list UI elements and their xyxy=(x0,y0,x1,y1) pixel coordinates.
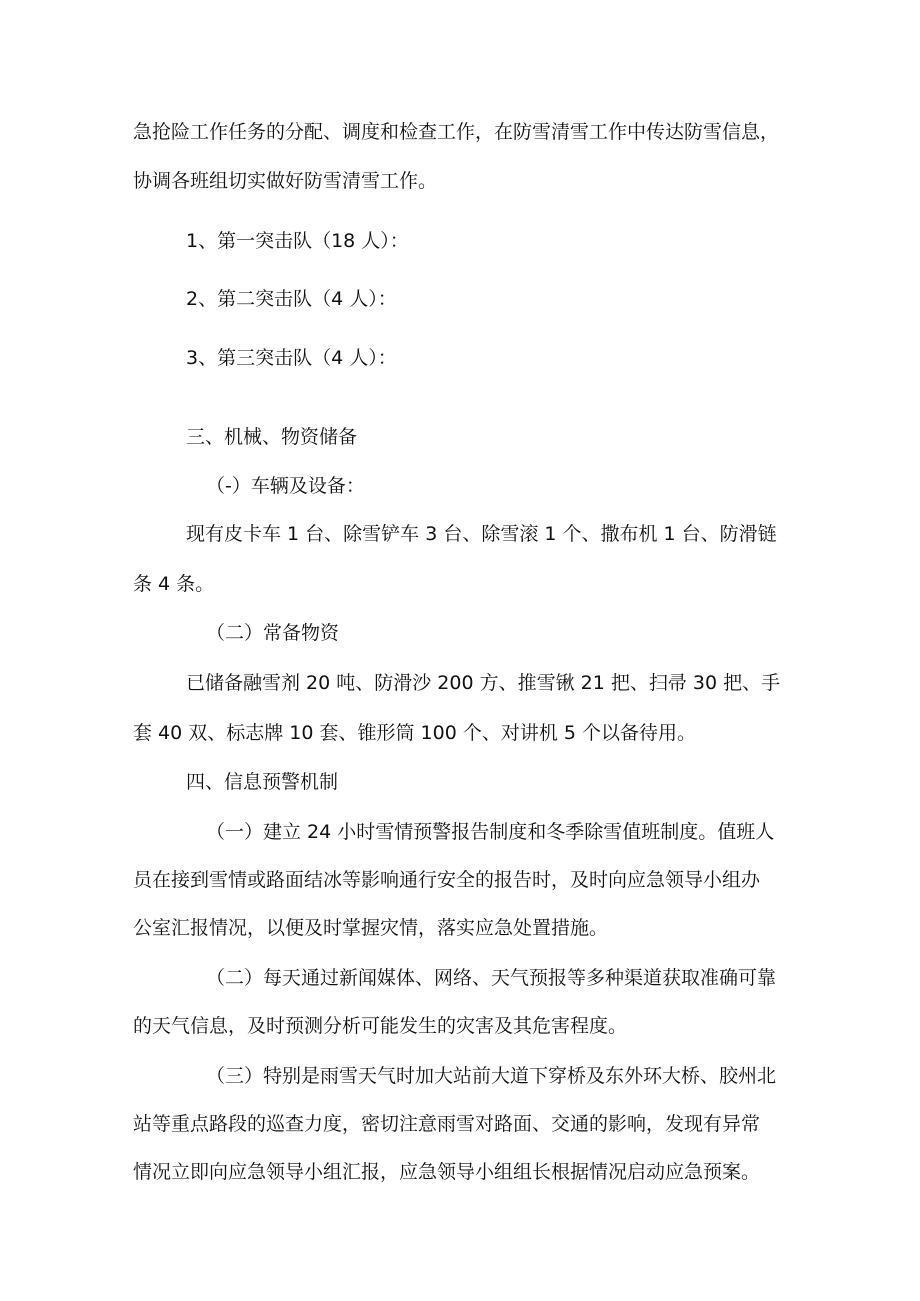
paragraph-line: 公室汇报情况，以便及时掌握灾情，落实应急处置措施。 xyxy=(133,917,609,939)
paragraph-line: （一）建立 24 小时雪情预警报告制度和冬季除雪值班制度。值班人 xyxy=(206,821,775,843)
list-item-second-team: 2、第二突击队（4 人）： xyxy=(186,288,397,310)
paragraph-line: 条 4 条。 xyxy=(133,573,215,595)
subheading-supplies: （二）常备物资 xyxy=(206,622,340,644)
paragraph-line: 站等重点路段的巡查力度，密切注意雨雪对路面、交通的影响，发现有异常 xyxy=(133,1113,761,1135)
paragraph-line: 情况立即向应急领导小组汇报，应急领导小组组长根据情况启动应急预案。 xyxy=(133,1161,761,1183)
list-item-third-team: 3、第三突击队（4 人）： xyxy=(186,347,397,369)
list-item-first-team: 1、第一突击队（18 人）： xyxy=(186,230,409,252)
paragraph-line: 套 40 双、标志牌 10 套、锥形筒 100 个、对讲机 5 个以备待用。 xyxy=(133,722,697,744)
paragraph-line: 协调各班组切实做好防雪清雪工作。 xyxy=(133,170,438,192)
paragraph-line: 的天气信息，及时预测分析可能发生的灾害及其危害程度。 xyxy=(133,1015,628,1037)
paragraph-line: （三）特别是雨雪天气时加大站前大道下穿桥及东外环大桥、胶州北 xyxy=(206,1065,777,1087)
section-heading-warning: 四、信息预警机制 xyxy=(186,771,339,793)
paragraph-line: 现有皮卡车 1 台、除雪铲车 3 台、除雪滚 1 个、撒布机 1 台、防滑链 xyxy=(186,523,777,545)
paragraph-line: 员在接到雪情或路面结冰等影响通行安全的报告时，及时向应急领导小组办 xyxy=(133,869,761,891)
paragraph-line: 已储备融雪剂 20 吨、防滑沙 200 方、推雪锹 21 把、扫帚 30 把、手 xyxy=(186,672,781,694)
paragraph-line: 急抢险工作任务的分配、调度和检查工作，在防雪清雪工作中传达防雪信息， xyxy=(133,121,780,143)
paragraph-line: （二）每天通过新闻媒体、网络、天气预报等多种渠道获取准确可靠 xyxy=(206,967,777,989)
section-heading-equipment: 三、机械、物资储备 xyxy=(186,426,358,448)
subheading-vehicles: （-）车辆及设备： xyxy=(206,475,365,497)
